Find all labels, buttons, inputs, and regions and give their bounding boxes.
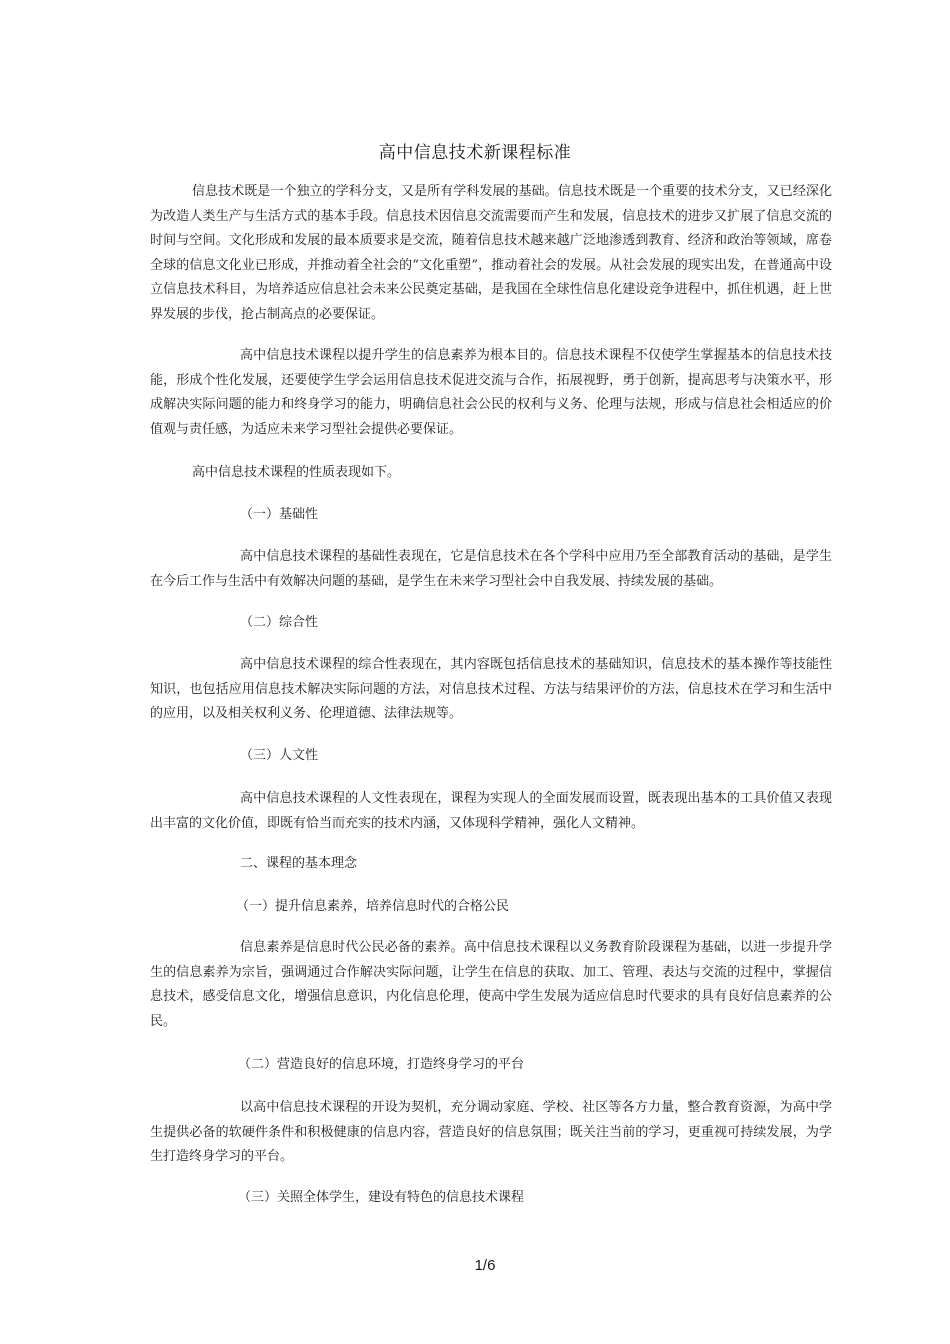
heading-humanistic: （三）人文性 [240, 748, 319, 763]
paragraph-info-literacy: 信息素养是信息时代公民必备的素养。高中信息技术课程以义务教育阶段课程为基础，以进一步提升学生的信息素养为宗旨，强调通过合作解决实际问题，让学生在信息的获取、加工、管理、表达与交流的过程中，掌握信息技术，感受信息文化，增强信息意识，内化信息伦理，使高中学生发展为适应信息时代要求的具有良好信息素养的公民。 [150, 940, 832, 1029]
paragraph-humanistic: 高中信息技术课程的人文性表现在，课程为实现人的全面发展而设置，既表现出基本的工具价值又表现出丰富的文化价值，即既有恰当而充实的技术内涵，又体现科学精神，强化人文精神。 [150, 791, 832, 831]
paragraph-purpose: 高中信息技术课程以提升学生的信息素养为根本目的。信息技术课程不仅使学生掌握基本的信息技术技能，形成个性化发展，还要使学生学会运用信息技术促进交流与合作，拓展视野，勇于创新，提高思考与决策水平，形成解决实际问题的能力和终身学习的能力，明确信息社会公民的权利与义务、伦理与法规，形成与信息社会相适应的价值观与责任感，为适应未来学习型社会提供必要保证。 [150, 348, 832, 437]
paragraph-intro: 信息技术既是一个独立的学科分支，又是所有学科发展的基础。信息技术既是一个重要的技术分支，又已经深化为改造人类生产与生活方式的基本手段。信息技术因信息交流需要而产生和发展，信息技术的进步又扩展了信息交流的时间与空间。文化形成和发展的最本质要求是交流，随着信息技术越来越广泛地渗透到教育、经济和政治等领域，席卷全球的信息文化业已形成，并推动着全社会的“文化重塑”，推动着社会的发展。从社会发展的现实出发，在普通高中设立信息技术科目，为培养适应信息社会未来公民奠定基础，是我国在全球性信息化建设竞争进程中，抓住机遇，赶上世界发展的步伐，抢占制高点的必要保证。 [150, 184, 832, 322]
paragraph-basic: 高中信息技术课程的基础性表现在，它是信息技术在各个学科中应用乃至全部教育活动的基础，是学生在今后工作与生活中有效解决问题的基础，是学生在未来学习型社会中自我发展、持续发展的基础。 [150, 549, 832, 589]
heading-basic: （一）基础性 [240, 507, 319, 522]
heading-basic-concepts: 二、课程的基本理念 [240, 856, 358, 871]
paragraph-comprehensive: 高中信息技术课程的综合性表现在，其内容既包括信息技术的基础知识，信息技术的基本操作等技能性知识，也包括应用信息技术解决实际问题的方法，对信息技术过程、方法与结果评价的方法，信息技术在学习和生活中的应用，以及相关权利义务、伦理道德、法律法规等。 [150, 657, 832, 721]
heading-info-environment: （二）营造良好的信息环境，打造终身学习的平台 [238, 1057, 525, 1072]
paragraph-info-environment: 以高中信息技术课程的开设为契机，充分调动家庭、学校、社区等各方力量，整合教育资源，为高中学生提供必备的软硬件条件和积极健康的信息内容，营造良好的信息氛围；既关注当前的学习，更重视可持续发展，为学生打造终身学习的平台。 [150, 1100, 832, 1164]
heading-all-students: （三）关照全体学生，建设有特色的信息技术课程 [238, 1190, 525, 1205]
page-number: 1/6 [474, 1257, 496, 1274]
heading-info-literacy: （一）提升信息素养，培养信息时代的合格公民 [236, 899, 510, 914]
paragraph-nature: 高中信息技术课程的性质表现如下。 [192, 465, 401, 480]
document-title: 高中信息技术新课程标准 [378, 143, 572, 163]
heading-comprehensive: （二）综合性 [240, 615, 319, 630]
